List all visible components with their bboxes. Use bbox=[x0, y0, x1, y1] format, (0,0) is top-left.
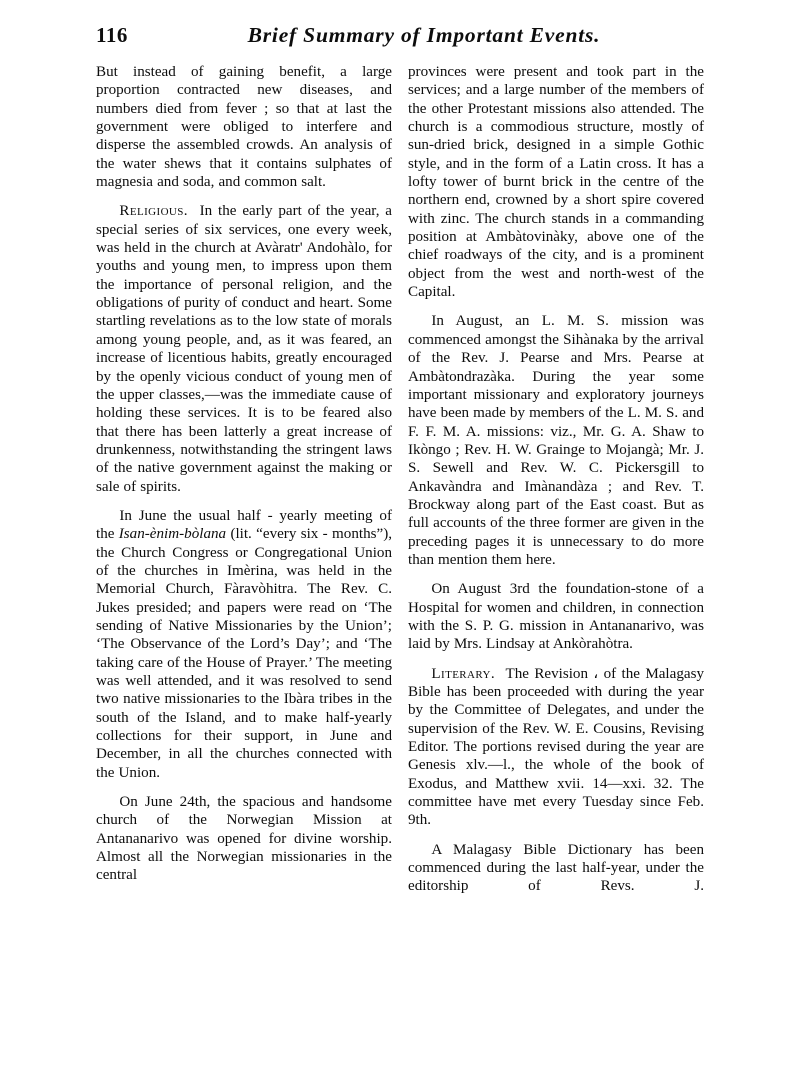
paragraph-literary-text: The Revision ، of the Malagasy Bible has been proceeded with during the year by the Committee of Delegates, and under the supervision of the Rev. W. E. Cousins, Revising Editor. The portions revised during the year are Genesis xlv.—l., the whole of the book of Exodus, and Matthew xvii. 14—xxi. 32. The committee have met every Tuesday since Feb. 9th. bbox=[408, 665, 704, 829]
left-column bbox=[96, 63, 392, 1013]
paragraph-hospital-foundation: On August 3rd the foundation-stone of a Hospital for women and children, in connection with the S. P. G. mission in Antananarivo, was laid by Mrs. Lindsay at Ankòrahòtra. bbox=[408, 581, 704, 653]
malagasy-term-isan-enim-bolana: Isan-ènim-bòlana bbox=[118, 526, 227, 543]
paragraph-august-mission: In August, an L. M. S. mission was commenced amongst the Sihànaka by the arrival of the Rev. J. Pearse and Mrs. Pearse at Ambàtondrazàka. During the year some important missionary and exploratory journeys have been made by members of the L. M. S. and F. F. M. A. missions: viz., Mr. G. A. Shaw to Ikòngo ; Rev. H. W. Grainge to Mojangà; Mr. J. S. Sewell and Rev. W. C. Pickersgill to Ankavàndra and Imànandàza ; and Rev. T. Brockway along part of the East coast. But as full accounts of the three former are given in the preceding pages it is unnecessary to do more than mention them here. bbox=[408, 313, 705, 568]
paragraph-june-meeting bbox=[96, 507, 392, 782]
paragraph-church-description: provinces were present and took part in the services; and a large number of the members of the other Protestant missions also attended. The church is a commodious structure, mostly of sun-dried brick, designed in a simple Gothic style, and in the form of a Latin cross. It has a lofty tower of burnt brick in the centre of the northern end, crowned by a short spire covered with zinc. The church stands in a commanding position at Ambàtovinàky, above one of the chief roadways of the city, and is a prominent object from the west and north-west of the Capital. bbox=[408, 64, 704, 301]
paragraph-water-analysis: But instead of gaining benefit, a large proportion contracted new diseases, and numbers died from fever ; so that at last the government were obliged to interfere and disperse the assembled crowds. An analysis of the water shews that it contains sulphates of magnesia and soda, and common salt. bbox=[96, 64, 392, 191]
page-header bbox=[96, 22, 704, 52]
running-head-title: Brief Summary of Important Events. bbox=[247, 23, 601, 47]
paragraph-literary bbox=[408, 665, 704, 830]
page-number: 116 bbox=[96, 23, 128, 47]
section-label-religious: Religious. bbox=[119, 203, 188, 220]
paragraph-religious bbox=[96, 202, 392, 496]
section-label-literary: Literary. bbox=[431, 665, 496, 682]
paragraph-norwegian-church: On June 24th, the spacious and handsome church of the Norwegian Mission at Antananarivo was opened for divine worship. Almost all the Norwegian missionaries in the central bbox=[96, 794, 392, 884]
paragraph-bible-dictionary: A Malagasy Bible Dictionary has been commenced during the last half-year, under the editorship of Revs. J. bbox=[408, 841, 704, 895]
paragraph-june-meeting-lead: In June the usual half - yearly meeting of the bbox=[96, 507, 392, 543]
paragraph-june-meeting-rest: (lit. “every six - months”), the Church Congress or Congregational Union of the churches in Imèrina, was held in the Memorial Church, Fàravòhitra. The Rev. C. Jukes presided; and papers were read on ‘The sending of Native Missionaries by the Union’; ‘The Observance of the Lord’s Day’; and ‘The taking care of the House of Prayer.’ The meeting was well attended, and it was resolved to send two native missionaries to the Ibàra tribes in the south of the Island, and to make half-yearly collections for their support, in June and December, in all the churches connected with the Union. bbox=[96, 526, 392, 781]
two-column-body bbox=[96, 63, 704, 1013]
paragraph-religious-text: In the early part of the year, a special series of six services, one every week, was held in the church at Avàratr' Andohàlo, for youths and young men, to impress upon them the importance of personal religion, and the obligations of purity of conduct and heart. Some startling revelations as to the low state of morals among young people, and, as it was feared, an increase of licentious habits, greatly encouraged by the openly vicious conduct of young men of the upper classes,—was the immediate cause of holding these services. It is to be feared also that there has been latterly a great increase of drunkenness, notwithstanding the stringent laws of the native government against the making or sale of spirits. bbox=[96, 203, 393, 495]
right-column bbox=[408, 63, 704, 1013]
